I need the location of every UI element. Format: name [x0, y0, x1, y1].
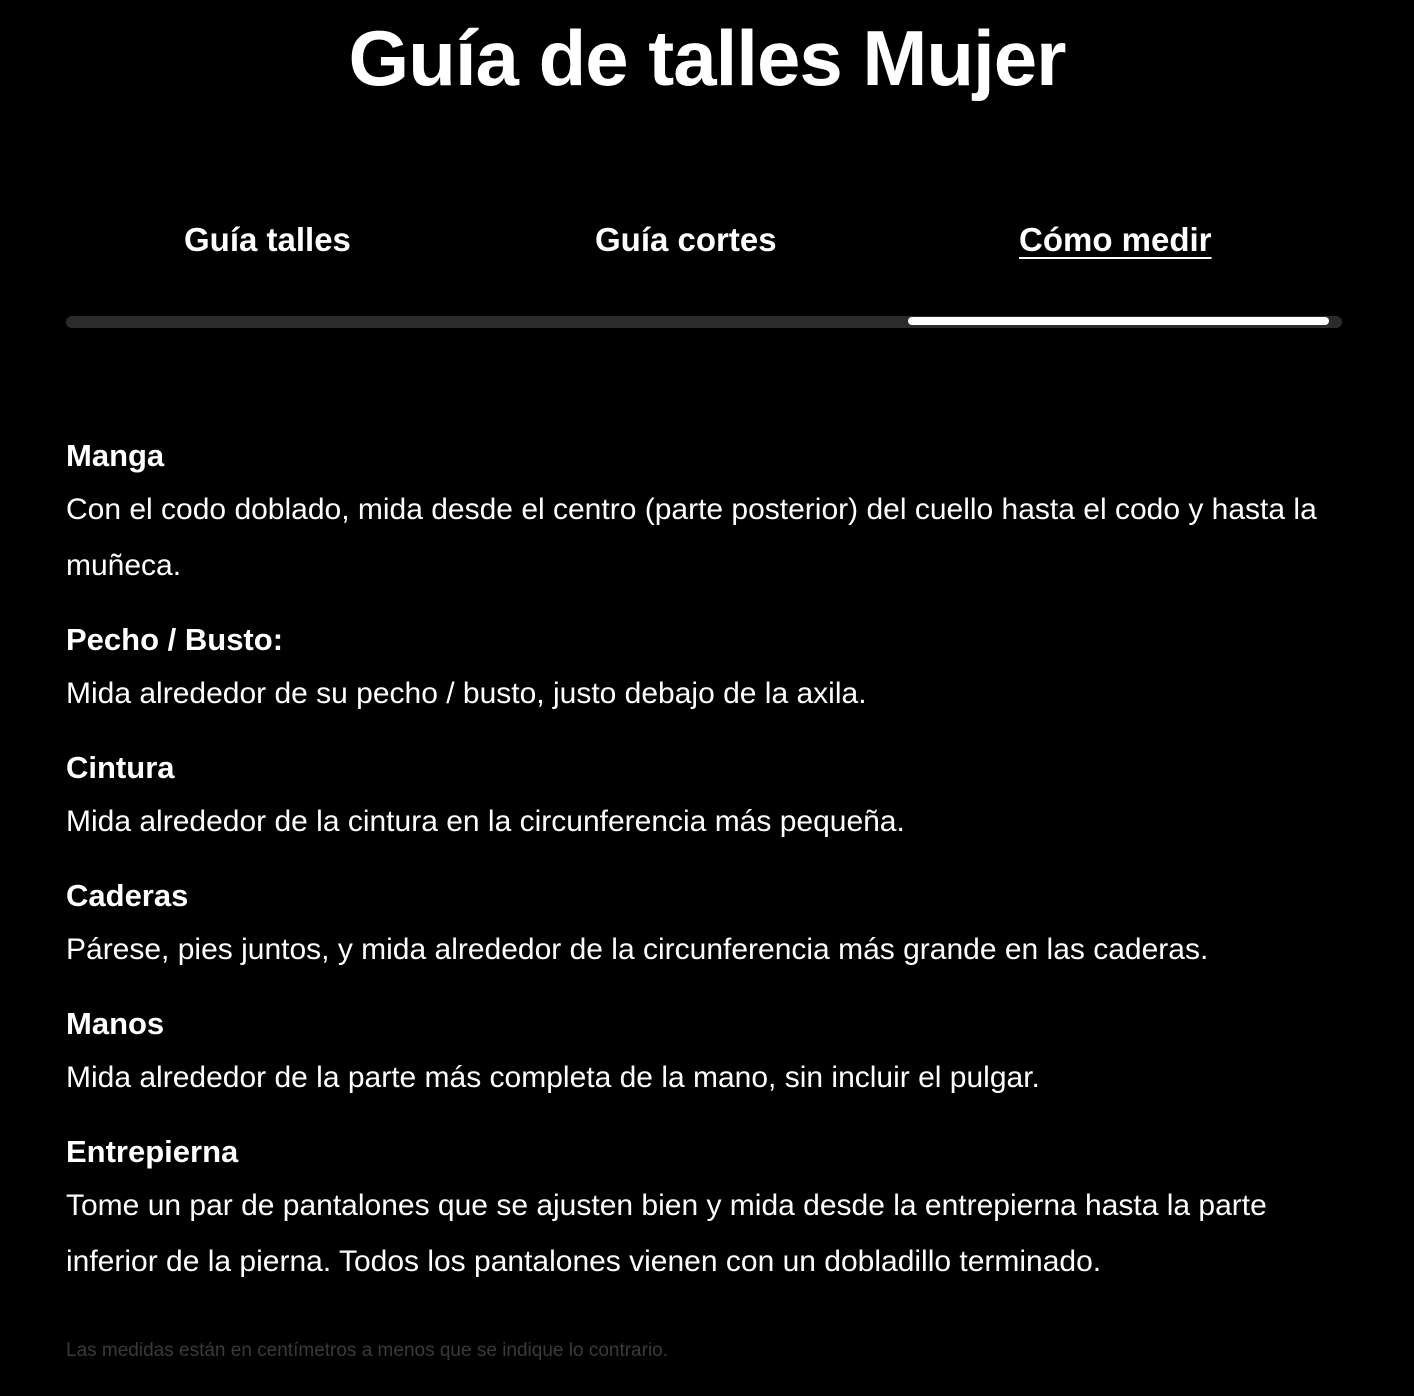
section-manos	[66, 998, 1356, 1106]
tab-progress-indicator	[908, 317, 1329, 325]
section-text: Mida alrededor de la parte más completa de la mano, sin incluir el pulgar.	[66, 1061, 1040, 1094]
section-title: Manos	[66, 1006, 165, 1041]
section-text: Mida alrededor de la cintura en la circunferencia más pequeña.	[66, 805, 905, 838]
size-guide-tabs	[66, 214, 1342, 268]
section-caderas	[66, 870, 1356, 978]
section-title: Cintura	[66, 750, 175, 785]
section-title: Manga	[66, 438, 165, 473]
page-title: Guía de talles Mujer	[348, 14, 1066, 102]
section-entrepierna	[66, 1126, 1356, 1290]
tab-progress-track	[66, 316, 1342, 328]
section-title: Pecho / Busto:	[66, 622, 284, 657]
tab-como-medir[interactable]: Cómo medir	[1019, 221, 1212, 258]
how-to-measure-content	[66, 430, 1356, 1310]
tab-guia-talles[interactable]: Guía talles	[184, 221, 351, 258]
section-text: Con el codo doblado, mida desde el centro (parte posterior) del cuello hasta el codo y hasta la muñeca.	[66, 493, 1317, 582]
section-manga	[66, 430, 1356, 594]
tab-guia-cortes[interactable]: Guía cortes	[595, 221, 777, 258]
section-title: Caderas	[66, 878, 189, 913]
section-pecho-busto	[66, 614, 1356, 722]
measurement-units-note: Las medidas están en centímetros a menos que se indique lo contrario.	[66, 1340, 669, 1361]
section-text: Mida alrededor de su pecho / busto, justo debajo de la axila.	[66, 677, 867, 710]
section-cintura	[66, 742, 1356, 850]
section-text: Párese, pies juntos, y mida alrededor de la circunferencia más grande en las caderas.	[66, 933, 1209, 966]
section-title: Entrepierna	[66, 1134, 239, 1169]
section-text: Tome un par de pantalones que se ajusten bien y mida desde la entrepierna hasta la parte inferior de la pierna. Todos los pantalones vienen con un dobladillo terminado.	[66, 1189, 1267, 1278]
